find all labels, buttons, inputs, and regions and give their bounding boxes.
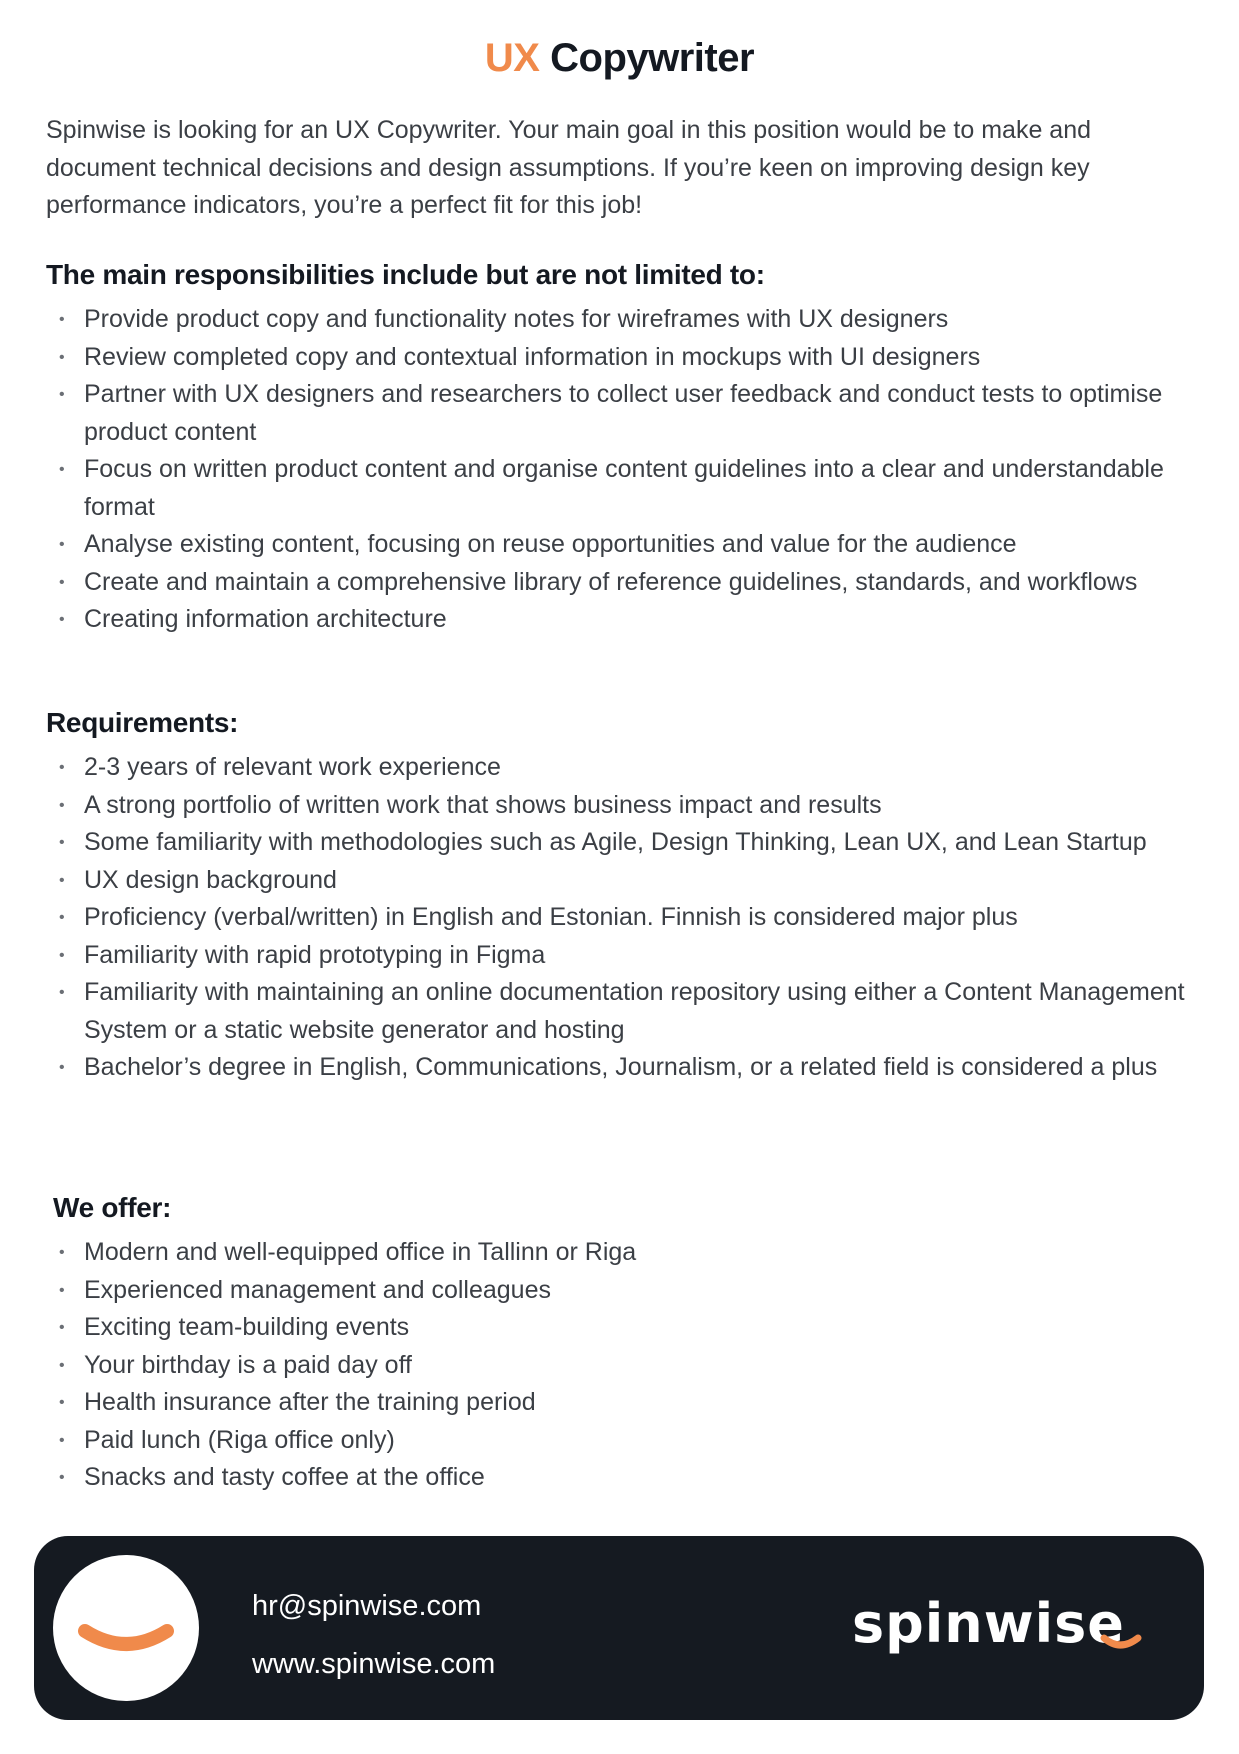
- list-item: • Modern and well-equipped office in Tallinn or Riga: [46, 1234, 1196, 1272]
- list-item: • Partner with UX designers and researchers to collect user feedback and conduct tests to optimise product content: [46, 376, 1196, 451]
- title-rest: Copywriter: [550, 36, 755, 80]
- list-item: • Analyse existing content, focusing on reuse opportunities and value for the audience: [46, 526, 1196, 564]
- list-item: • Familiarity with rapid prototyping in Figma: [46, 937, 1196, 975]
- page-title: [0, 36, 1239, 81]
- list-item: • Snacks and tasty coffee at the office: [46, 1459, 1196, 1497]
- requirements-section: [46, 706, 1196, 1087]
- list-item: • Proficiency (verbal/written) in English and Estonian. Finnish is considered major plus: [46, 899, 1196, 937]
- list-item: • Creating information architecture: [46, 601, 1196, 639]
- contact-footer: [34, 1536, 1204, 1720]
- title-accent: UX: [484, 36, 540, 80]
- list-item: • Focus on written product content and organise content guidelines into a clear and understandable format: [46, 451, 1196, 526]
- contact-email[interactable]: hr@spinwise.com: [252, 1590, 482, 1622]
- responsibilities-heading: The main responsibilities include but are not limited to:: [46, 259, 765, 290]
- list-item: • Exciting team-building events: [46, 1309, 1196, 1347]
- list-item: • Your birthday is a paid day off: [46, 1347, 1196, 1385]
- offer-list: [46, 1234, 1196, 1497]
- responsibilities-section: [46, 258, 1196, 639]
- list-item: • Some familiarity with methodologies such as Agile, Design Thinking, Lean UX, and Lean Startup: [46, 824, 1196, 862]
- offer-section: [46, 1191, 1196, 1497]
- offer-heading: We offer:: [53, 1192, 172, 1223]
- spinwise-logo: [852, 1594, 1152, 1658]
- intro-paragraph: Spinwise is looking for an UX Copywriter. Your main goal in this position would be to make and document technical decisions and design assumptions. If you’re keen on improving design key performance indicators, you’re a perfect fit for this job!: [46, 116, 1092, 219]
- list-item: • A strong portfolio of written work that shows business impact and results: [46, 787, 1196, 825]
- requirements-list: [46, 749, 1196, 1087]
- logo-badge: [53, 1555, 199, 1701]
- list-item: • Familiarity with maintaining an online documentation repository using either a Content Management System or a static website generator and hosting: [46, 974, 1196, 1049]
- requirements-heading: Requirements:: [46, 707, 239, 738]
- list-item: • 2-3 years of relevant work experience: [46, 749, 1196, 787]
- contact-website[interactable]: www.spinwise.com: [252, 1648, 496, 1680]
- list-item: • Create and maintain a comprehensive library of reference guidelines, standards, and workflows: [46, 564, 1196, 602]
- smile-arc-icon: [53, 1555, 199, 1701]
- list-item: • Provide product copy and functionality notes for wireframes with UX designers: [46, 301, 1196, 339]
- list-item: • Health insurance after the training period: [46, 1384, 1196, 1422]
- list-item: • UX design background: [46, 862, 1196, 900]
- list-item: • Experienced management and colleagues: [46, 1272, 1196, 1310]
- responsibilities-list: [46, 301, 1196, 639]
- list-item: • Review completed copy and contextual information in mockups with UI designers: [46, 339, 1196, 377]
- list-item: • Bachelor’s degree in English, Communications, Journalism, or a related field is considered a plus: [46, 1049, 1196, 1087]
- list-item: • Paid lunch (Riga office only): [46, 1422, 1196, 1460]
- wordmark-text: spinwise: [852, 1594, 1125, 1655]
